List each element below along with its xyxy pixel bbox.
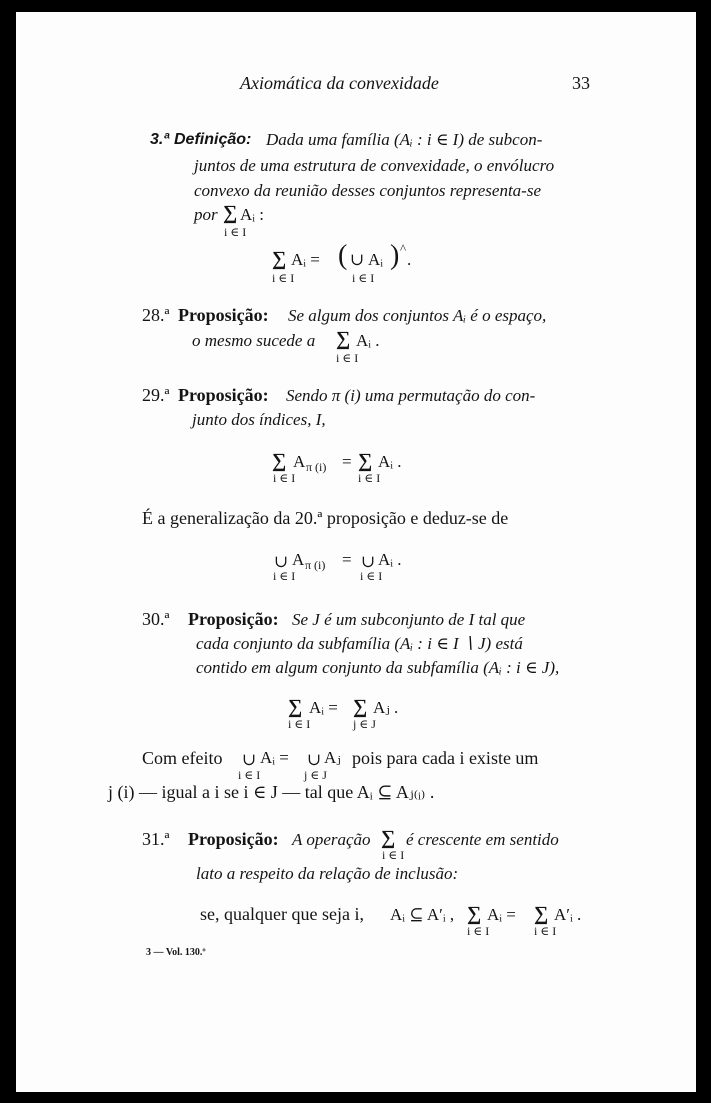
formula-lhs-sub: π (i) [306, 460, 327, 474]
remark-index-left: i ∈ I [273, 569, 296, 583]
remark-union-right: ∪ [361, 552, 376, 571]
remark-text: É a generalização da 20.ª proposição e deduz-se de [142, 508, 509, 528]
formula-sigma-left: ∑ [288, 696, 303, 718]
formula-lhs: A [293, 452, 306, 471]
definition-line-1: Dada uma família (Aᵢ : i ∈ I) de subcon- [266, 130, 543, 149]
proposition-label: Proposição: [178, 385, 269, 405]
proposition-inclusion: Aᵢ ⊆ A′ᵢ , [390, 905, 455, 924]
formula-index-j: j ∈ J [353, 717, 376, 731]
proposition-line-1-post: é crescente em sentido [406, 830, 559, 849]
proposition-index: i ∈ I [382, 848, 405, 862]
formula-rhs: Aᵢ . [378, 452, 402, 471]
proposition-number: 30.ª [142, 609, 170, 629]
proposition-line-1-pre: A operação [292, 830, 371, 849]
definition-line-4: por [194, 205, 218, 224]
proof-index-j: j ∈ J [304, 768, 327, 782]
formula-sigma-right: ∑ [358, 450, 373, 472]
formula-lhs: Aᵢ = [309, 698, 338, 717]
remark-lhs: A [292, 550, 305, 569]
formula-lhs: Aᵢ = [291, 250, 320, 269]
remark-lhs-sub: π (i) [305, 558, 326, 572]
proof-text-pre: Com efeito [142, 748, 223, 768]
definition-number: 3.ª [150, 131, 170, 148]
proposition-line-1: Sendo π (i) uma permutação do con- [286, 386, 536, 405]
proposition-label: Proposição: [188, 829, 279, 849]
proposition-line-1: Se J é um subconjunto de I tal que [292, 610, 526, 629]
proposition-line-3: contido em algum conjunto da subfamília (Aᵢ : i ∈ J), [196, 658, 560, 677]
definition-label: Definição: [174, 131, 252, 148]
proposition-label: Proposição: [188, 609, 279, 629]
prop-term: Aᵢ . [356, 331, 380, 350]
proposition-line-2: cada conjunto da subfamília (Aᵢ : i ∈ I ∖ J) está [196, 634, 523, 653]
formula-lparen: ( [338, 240, 348, 271]
sigma-left: ∑ [467, 903, 482, 925]
page-number: 33 [572, 73, 590, 93]
page [16, 12, 696, 1092]
remark-index-right: i ∈ I [360, 569, 383, 583]
proposition-label: Proposição: [178, 305, 269, 325]
proof-union-left: ∪ [242, 750, 257, 769]
proposition-rhs: A′ᵢ . [554, 905, 582, 924]
remark-union-left: ∪ [274, 552, 289, 571]
formula-rparen: ) [390, 240, 400, 271]
proof-union-right: ∪ [307, 750, 322, 769]
sigma-symbol: ∑ [336, 328, 351, 350]
formula-index-left: i ∈ I [273, 471, 296, 485]
prop-index: i ∈ I [336, 351, 359, 365]
formula-hat: ^ [400, 241, 407, 256]
formula-sigma: ∑ [272, 248, 287, 270]
sigma-right: ∑ [534, 903, 549, 925]
proposition-lhs: Aᵢ = [487, 905, 516, 924]
footer-note: 3 — Vol. 130.º [146, 947, 206, 958]
index-left: i ∈ I [467, 924, 490, 938]
formula-dot: . [407, 250, 412, 269]
remark-rhs: Aᵢ . [378, 550, 402, 569]
def-term: Aᵢ : [240, 205, 265, 224]
formula-index-left: i ∈ I [272, 271, 295, 285]
formula-rhs: Aⱼ . [373, 698, 399, 717]
remark-eq: = [342, 550, 352, 569]
proof-lhs: Aᵢ = [260, 748, 289, 767]
proof-index-i: i ∈ I [238, 768, 261, 782]
proposition-number: 28.ª [142, 305, 170, 325]
formula-sigma-left: ∑ [272, 450, 287, 472]
proof-rhs: Aⱼ [324, 748, 341, 767]
formula-index-union: i ∈ I [352, 271, 375, 285]
proposition-number: 31.ª [142, 829, 170, 849]
running-title: Axiomática da convexidade [240, 73, 439, 93]
proof-line-2: j (i) — igual a i se i ∈ J — tal que Aᵢ ⊆ Aⱼ₍ᵢ₎ . [108, 782, 435, 802]
formula-union: ∪ [350, 250, 365, 269]
formula-sigma-right: ∑ [353, 696, 368, 718]
proposition-line-1: Se algum dos conjuntos Aᵢ é o espaço, [288, 306, 547, 325]
proposition-line-3-pre: se, qualquer que seja i, [200, 904, 364, 924]
proposition-line-2: o mesmo sucede a [192, 331, 316, 350]
formula-index-right: i ∈ I [358, 471, 381, 485]
proposition-number: 29.ª [142, 385, 170, 405]
proposition-line-2: lato a respeito da relação de inclusão: [196, 864, 459, 883]
formula-index-i: i ∈ I [288, 717, 311, 731]
formula-union-term: Aᵢ [368, 250, 384, 269]
sigma-symbol: ∑ [381, 827, 396, 849]
sigma-symbol: ∑ [223, 202, 238, 224]
index-right: i ∈ I [534, 924, 557, 938]
proposition-line-2: junto dos índices, I, [192, 410, 326, 429]
definition-line-2: juntos de uma estrutura de convexidade, o envólucro [194, 156, 555, 175]
def-index: i ∈ I [224, 225, 247, 239]
proof-text-post: pois para cada i existe um [352, 748, 539, 768]
definition-line-3: convexo da reunião desses conjuntos representa-se [194, 181, 541, 200]
formula-eq: = [342, 452, 352, 471]
